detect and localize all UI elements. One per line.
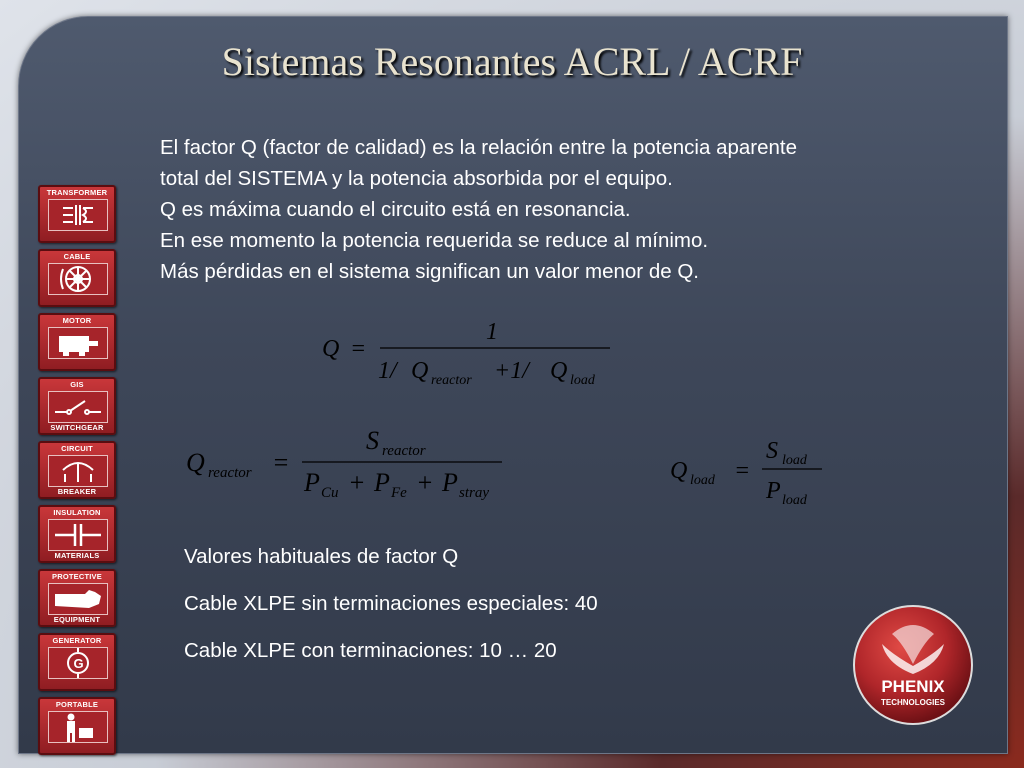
breaker-icon: [48, 455, 108, 487]
sidebar-item-label: PORTABLE: [55, 700, 99, 709]
intro-line: Más pérdidas en el sistema significan un valor menor de Q.: [160, 260, 699, 283]
intro-line: En ese momento la potencia requerida se reduce al mínimo.: [160, 229, 709, 252]
fr-p3: P: [442, 468, 458, 497]
sidebar-item-circuit-breaker[interactable]: [38, 441, 116, 499]
sidebar: [38, 185, 116, 761]
intro-line: El factor Q (factor de calidad) es la relación entre la potencia aparente: [160, 136, 797, 159]
sidebar-item-portable[interactable]: [38, 697, 116, 755]
switch-icon: [48, 391, 108, 423]
sidebar-item-label: PROTECTIVE: [52, 572, 102, 581]
capacitor-icon: [48, 519, 108, 551]
formula-q-lhs: Q: [322, 336, 340, 362]
fl-eq: =: [734, 458, 751, 484]
formula-q-den5: Q: [550, 358, 568, 384]
sidebar-item-transformer[interactable]: [38, 185, 116, 243]
generator-icon: [48, 647, 108, 679]
fr-p2: P: [374, 468, 390, 497]
q-values-heading: Valores habituales de factor Q: [184, 545, 459, 568]
formula-q-den2: Q: [411, 358, 429, 384]
formula-q-num: 1: [486, 319, 498, 345]
intro-text: [160, 132, 980, 287]
sidebar-item-generator[interactable]: [38, 633, 116, 691]
formula-q-den3: reactor: [431, 373, 472, 388]
motor-icon: [48, 327, 108, 359]
fl-p: P: [766, 478, 781, 504]
formula-q: [318, 314, 618, 399]
fr-s-sub: reactor: [382, 443, 426, 459]
sidebar-item-cable[interactable]: [38, 249, 116, 307]
formula-q-den6: load: [570, 373, 595, 388]
formula-q-den4: +1/: [494, 358, 529, 384]
cable-icon: [48, 263, 108, 295]
fr-eq: =: [272, 448, 290, 477]
fr-s: S: [366, 426, 379, 455]
sidebar-item-label: GENERATOR: [52, 636, 102, 645]
fr-p1: P: [304, 468, 320, 497]
logo-sub: TECHNOLOGIES: [880, 698, 946, 707]
q-value-line: Cable XLPE con terminaciones: 10 … 20: [184, 639, 557, 662]
sidebar-item-label: INSULATION: [53, 508, 101, 517]
svg-text:G: G: [73, 656, 84, 671]
fr-q-sub: reactor: [208, 465, 252, 481]
formula-q-load: [668, 432, 838, 517]
q-value-line: Cable XLPE sin terminaciones especiales: 40: [184, 592, 598, 615]
fr-plus2: +: [416, 468, 434, 497]
fr-p2-sub: Fe: [391, 485, 407, 501]
fr-plus1: +: [348, 468, 366, 497]
glove-icon: [48, 583, 108, 615]
fl-q-sub: load: [690, 473, 715, 488]
formula-q-eq: =: [350, 336, 367, 362]
transformer-icon: [48, 199, 108, 231]
fl-p-sub: load: [782, 493, 807, 508]
sidebar-item-label: CABLE: [63, 252, 91, 261]
fl-q: Q: [670, 458, 688, 484]
fl-s: S: [766, 438, 778, 464]
fr-p3-sub: stray: [459, 485, 489, 501]
sidebar-item-label: EQUIPMENT: [53, 615, 101, 624]
sidebar-item-label: SWITCHGEAR: [50, 423, 104, 432]
person-case-icon: [48, 711, 108, 743]
sidebar-item-label: CIRCUIT: [61, 444, 93, 453]
sidebar-item-label: TRANSFORMER: [46, 188, 108, 197]
logo-name: PHENIX: [881, 677, 945, 696]
q-values: [184, 545, 598, 686]
sidebar-item-motor[interactable]: [38, 313, 116, 371]
sidebar-item-label: BREAKER: [57, 487, 97, 496]
sidebar-item-insulation-materials[interactable]: [38, 505, 116, 563]
slide-title: Sistemas Resonantes ACRL / ACRF: [221, 39, 803, 84]
sidebar-item-label: GIS: [70, 380, 84, 389]
intro-line: total del SISTEMA y la potencia absorbida por el equipo.: [160, 167, 673, 190]
sidebar-item-label: MOTOR: [62, 316, 92, 325]
fr-p1-sub: Cu: [321, 485, 339, 501]
sidebar-item-protective-equipment[interactable]: [38, 569, 116, 627]
formula-q-den1: 1/: [378, 358, 397, 384]
fr-q: Q: [186, 448, 205, 477]
sidebar-item-gis-switchgear[interactable]: [38, 377, 116, 435]
phenix-logo: [852, 604, 974, 726]
formula-q-reactor: [184, 423, 514, 512]
fl-s-sub: load: [782, 453, 807, 468]
sidebar-item-label: MATERIALS: [54, 551, 100, 560]
intro-line: Q es máxima cuando el circuito está en resonancia.: [160, 198, 631, 221]
